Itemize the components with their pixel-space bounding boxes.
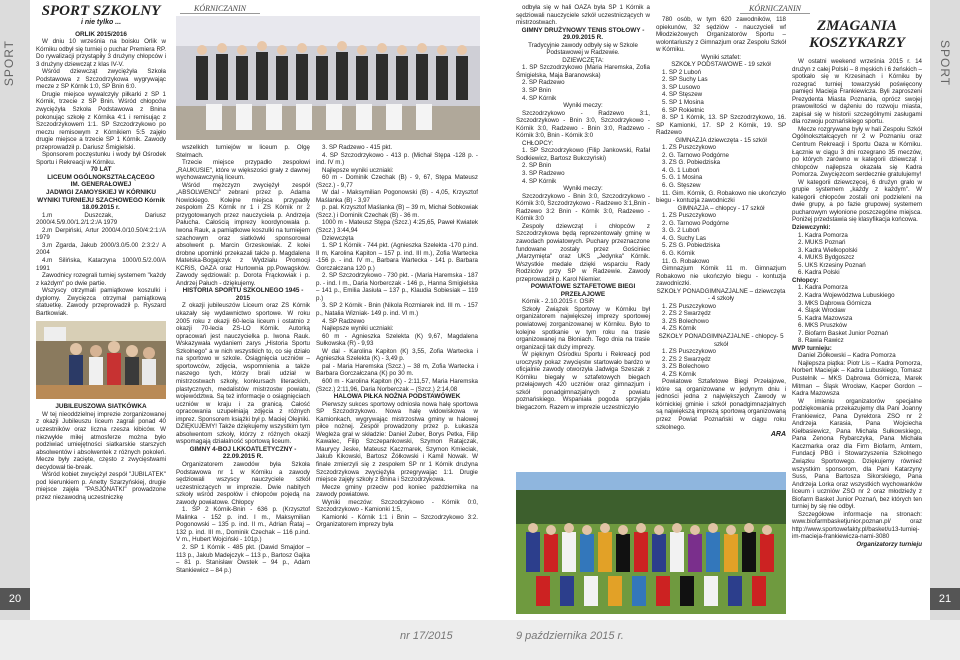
paragraph: 4. SP Kórnik (522, 177, 557, 185)
paragraph: SZKOŁY PONADGIMNAZJALNE - chłopcy- 5 szkół (658, 332, 784, 348)
right-page-sidebar (930, 0, 960, 620)
paragraph: 1. Kadra Pomorza (798, 284, 848, 292)
paragraph: 11. Gim. Kórnik, G. Robakowo nie ukończyło biegu - kontuzja zawodniczki (656, 189, 786, 205)
column-2 (176, 144, 310, 614)
paragraph: 6. Kadra Polski (798, 269, 840, 277)
paragraph: Zawodnicy rozegrali turniej systemem "każdy z każdym" po dwie partie. (36, 272, 166, 287)
bottom-bar (0, 620, 960, 660)
paragraph: 2. Kadra Województwa Lubuskiego (798, 291, 895, 299)
paragraph: 4. ZS Kórnik (662, 325, 697, 333)
article-heading: GIMNY DRUŻYNOWY TENIS STOŁOWY - 29.09.2015 R. (521, 26, 645, 42)
paragraph: 1. SP Szczodrzykowo (Filip Jankowski, Rafał Sodkiewicz, Bartosz Bukczyński) (516, 147, 650, 162)
paragraph: Szczegółowe informacje na stronach: www.biofarmbasketjunior.poznan.pl/ oraz http://www.sportowefakty.pl/basket/u13-turniej-im-macieja-frankiewicza-nami-3080 (792, 510, 922, 541)
article-heading: JUBILEUSZOWA SIATKÓWKA (55, 403, 147, 411)
article-heading: WYNIKI TURNIEJU SZACHOWEGO Kórnik 18.09.2015 r. (37, 196, 165, 212)
article-heading: HISTORIA SPORTU SZKOLNEGO 1945 - 2015 (182, 287, 304, 302)
left-page-sidebar (0, 0, 30, 620)
paragraph: Drugie miejsce wywalczyły piłkarki z SP 1 Kórnik, trzecie z SP Bnin. Wśród chłopców zwyciężyła Szkoła Podstawowa z Bnina pokonując szkołę z Kórnika 4:1 i remisując z Szczodrzykowem 1:1. SP Szczodrzykowo po meczu remisowym z Kórnikiem 5:5 zajęło drugie miejsce a trzecie SP 1 Kórnik. Zawody przeprowadził p. Dariusz Śmigielski. (36, 90, 166, 151)
paragraph: Organizatorzy turnieju (856, 541, 922, 548)
paragraph: Wyniki sztafet: (701, 53, 741, 61)
paragraph: 4.m Silińska, Katarzyna 1000/0.5/2.00/A 1991 (36, 256, 166, 272)
page-title: SPORT SZKOLNY (41, 4, 161, 19)
masthead-left: KÓRNICZANIN (180, 4, 260, 14)
paragraph: Kórnik - 2.10.2015 r. OSiR (522, 298, 595, 306)
paragraph: 1000 m - Mateusz Stępa (Szcz.) 4:25,65, Paweł Kwiatek (Szcz.) 3:44,94 (316, 219, 478, 235)
paragraph: 780 osób, w tym 620 zawodników, 118 opiekunów, 32 sędziów - nauczycieli wf Młodzieżowych Organizatorów Sportu – wolontariuszy z Gimnazjum oraz Zespołu Szkół w Kórniku. (656, 16, 786, 54)
paragraph: 1. ZS Puszczykowo (662, 144, 716, 152)
paragraph: Wyniki meczów: Szczodrzykowo - Kórnik 0:0, Szczodrzykowo - Kamionki 1:5, (316, 498, 478, 514)
paragraph: Zespoły dziewcząt i chłopców z Szczodrzykowa będą reprezentowały gminę w zawodach powiatowych. Puchary przeznaczone fundowane zostały przez Gościniec „Marzymięta" oraz UKS „Jedynka" Kórnik. Wszystkie medale dzięki wsparciu Rady Rodziców przy SP w Radzewie. Zawody przeprowadził p. Karol Niemier. (516, 222, 650, 283)
masthead-right: KÓRNICZANIN (740, 4, 810, 14)
paragraph: 1. SP 2 Kórnik-Bnin - 636 p. (Krzysztof Malinka - 152 p. ind. I m., Maksymilian Pogonowski – 135 p. ind. II m., Adrian Rataj – 132 p. ind. III m., Dominik Czechak – 116 p.ind. V m., Hubert Wojciński - 101p.) (176, 506, 310, 544)
paragraph: 4. SP Kórnik (522, 94, 557, 102)
paragraph: Mecze gminy przeciw pod koniec października na zawody powiatowe. (316, 483, 478, 499)
paragraph: 60 m - Agnieszka Szelekta (K) 9,67, Magdalena Sułkowska (R) - 9,93 (316, 332, 478, 348)
paragraph: 2. SP Szczodrzykowo - 730 pkt. - (Maria Haremska - 187 p. - ind. I m., Daria Norberczak - 146 p., Hanna Smigielska – 141 p., Emilia Jasiuła – 137 p., Klaudia Sobiesiak – 119 p.) (316, 272, 478, 302)
paragraph: SZKOŁY PONADGIMNAZJALNE – dziewczęta - 4 szkoły (656, 287, 786, 303)
paragraph: GIMNAZJA dziewczęta - 15 szkół (675, 136, 767, 144)
paragraph: 4. SP Stęszew (662, 91, 703, 99)
column-6-text (792, 58, 922, 549)
volleyball-team-photo (36, 321, 166, 399)
footer-issue: nr 17/2015 (400, 630, 453, 642)
paragraph: 4. SP Szczodrzykowo - 413 p. (Michał Stępa -128 p. - ind. IV m.) (316, 151, 478, 167)
article-heading: LICEUM OGÓLNOKSZTAŁCĄCEGO (47, 173, 155, 181)
paragraph: Mecze rozgrywane były w hali Zespołu Szkół Ogólnokształcących nr 2 w Poznaniu oraz Centrum Rekreacji i Sportu Oaza w Kórniku. Łącznie w ciągu 3 dni rozegrano 35 meczów, po których zarówno w kategorii dziewcząt i chłopców najlepsza okazała się Kadra Pomorza. Zwycięzcom serdecznie gratulujemy! (792, 125, 922, 179)
column-5-text (656, 16, 786, 431)
column-2-text (176, 144, 310, 574)
paragraph: Wszyscy otrzymali pamiątkowe koszulki i dyplomy. Zwycięzca otrzymał pamiątkową statuetkę. Zawody przeprowadził p. Ryszard Bartkowiak. (36, 287, 166, 317)
page-number-right: 21 (930, 588, 960, 610)
paragraph: 2. MUKS Poznań (798, 239, 846, 247)
paragraph: 1.m Duszczak, Dariusz 2000/4.5/9.00/1.2/1:2:/A 1979 (36, 211, 166, 227)
column-1-text (36, 31, 166, 318)
paragraph: 3. SP Bnin (522, 87, 552, 95)
paragraph: SZKOŁY PODSTAWOWE - 19 szkół (671, 61, 771, 69)
paragraph: 4. MUKS Bydgoszcz (798, 254, 855, 262)
paragraph: pal - Maria Haremska (Szcz.) – 38 m, Zofia Wartecka i Barbara Gorczałczana (K) po 30 m. (316, 362, 478, 378)
paragraph: 1. ZS Puszczykowo (662, 212, 716, 220)
paragraph: 3. SP Radzewo - 415 pkt. (322, 144, 393, 151)
paragraph: 1. SP 1 Kórnik - 744 pkt. (Agnieszka Szelekta -170 p.ind. II m, Karolina Kapiton – 157 p. ind. III m.), Zofia Wartecka -156 p. - ind. IV m., Barbara Wartecka - 141 p. Barbara Gorczałczana 120 p.) (316, 242, 478, 272)
column-1-bottom-text (36, 403, 166, 501)
paragraph: DZIEWCZĘTA: (562, 56, 604, 64)
paragraph: 2. SP Suchy Las (662, 76, 708, 84)
author-signature: ARA (770, 431, 786, 439)
paragraph: 2. ZS 2 Swarzędz (662, 355, 711, 363)
paragraph: 4. Śląsk Wrocław (798, 307, 846, 315)
paragraph: 6. MKS Pruszków (798, 322, 847, 330)
paragraph: 2. G. Tarnowo Podgórne (662, 151, 729, 159)
paragraph: Szkoły Związek Sportowy w Kórniku był organizatorem największej imprezy sportowej powiatowej zorganizowanej w Kórniku. Było to kolejne spotkanie w tym roku na trasie organizowanej na Błoniach. Tego dnia na trasie organizacji tak duży imprezy. (516, 305, 650, 351)
paragraph: 2. SP Bnin (522, 162, 552, 170)
paragraph: 1. ZS Puszczykowo (662, 348, 716, 356)
paragraph: Szczodrzykowo - Radzewo 3:1, Szczodrzykowo - Bnin 3:0, Szczodrzykowo - Kórnik 3:0, Radzewo - Bnin 3:0, Radzewo - Kórnik 3:0, Bnin - Kórnik 3:0 (516, 109, 650, 140)
paragraph: W dniu 10 września na boisku Orlik w Kórniku odbył się turniej o puchar Premiera RP. Do rywalizacji przystąpiły 3 drużyny chłopców i 3 drużyny dziewcząt z klas IV-V. (36, 38, 166, 68)
paragraph: 3.m Zgarda, Jakub 2000/3.0/5.00 2:3:2:/ A 2004 (36, 241, 166, 257)
column-1 (36, 4, 166, 616)
paragraph: Najlepsza piątka: Piotr Lis – Kadra Pomorza, Norbert Maciejak – Kadra Lubuskiego, Tomasz Pustelnik – MKS Dąbrowa Górnicza, Marek Mitman – Śląsk Wrocław, Kacper Gordon – Kadra Mazowsza (792, 359, 922, 398)
paragraph: Gimnazjum Kórnik 11 m. Gimnazjum Robakowo nie ukończyło biegu - kontuzja zawodniczki. (656, 265, 786, 288)
article-heading: POWIATOWE SZTAFETOWE BIEGI PRZEŁAJOWE (530, 283, 636, 298)
paragraph: 3. SP 2 Kórnik - Bnin (Nikola Rozmiarek ind. III m. - 157 p., Natalia Wizniak- 149 p. ind. VI m.) (316, 302, 478, 318)
paragraph: 5. SP 1 Mosina (662, 99, 704, 107)
article-heading: ORLIK 2015/2016 (75, 30, 127, 38)
paragraph: 1. ZS Puszczykowo (662, 302, 716, 310)
paragraph: Wyniki meczy: (563, 102, 603, 110)
paragraph: Wyniki meczy: (563, 185, 603, 193)
paragraph: W imieniu organizatorów specjalne podziękowania przekazujemy dla Pani Joanny Frankiewicz, Pana Dyrektora ZSO nr 2 Andrzeja Karasia, Pana Wojciecha Kiełbasiewicz, Pana Michała Sułkowskiego, Pana Zenona Rybarczyka, Pana Michała Kaczmarka oraz dla Firm Biofarm, Amtem, Fundacji PBG i Stowarzyszenia Szkolnego Związku Sportowego. Dziękujemy również wszystkim sponsorom, dla Pani Katarzyny Suss, Pana Bartosza Sikorskiego, Pana Andrzeja Lorka oraz wszystkich wychowanków liceum i uczniów ZSO nr 2 oraz młodzieży z Biofarm Basket Junior Poznań, bez których ten turniej by się nie odbył. (792, 397, 922, 511)
paragraph: 3. MKS Dąbrowa Górnicza (798, 299, 872, 307)
paragraph: Dziewczęta (322, 234, 354, 242)
paragraph: Wśród mężczyzn zwyciężył zespół „ABSOLWENCI" zebrani przez p. Adama Nowickiego. Kolejne miejsca przypadły zespołom ZS Kórnik nr 1 i ZS Kórnik nr 2 przygotowanych przez nauczyciela p. Andrzeja Pałucha. Całością imprezy koordynowała p. Iwona Rauk, a pamiątkowe koszulki na turniejem szachowym oraz siatkówki sponsorował absolwent p. Marcin Grzeskowiak. Z kolei drobne upominki przekazali także p. Magdalena Matelska-Bogajczyk z Wydziału Promocji KCRiS, OAZA oraz Hurtownia pp.Powagsków. Zawody sędziowali: p. Dorota Frąckowiak i p. Andrzej Pałuch - dziękujemy. (176, 181, 310, 287)
paragraph: Powiatowe Sztafetowe Biegi Przełajowe, które są organizowane w jedynym dniu i jedności jedna z największych Zawody w kórnickiej gminie i szkół ponadgimnazjalnych są największą imprezą sportową organizowaną przez Powiat Poznański w ciągu roku szkolnego. (656, 378, 786, 431)
paragraph: 2.m Derpiński, Artur 2000/4.0/10.50/4:2:1:/A 1979 (36, 226, 166, 242)
paragraph: 11. G. Robakowo (662, 257, 710, 265)
paragraph: MVP turnieju: (792, 344, 832, 352)
paragraph: 4. G. Suchy Las (662, 234, 707, 242)
photo-school-team (176, 16, 480, 140)
article-heading: IM. GENERAŁOWEJ (70, 181, 132, 189)
article-heading: GIMNY 4-BOJ LKKOATLETYCZNY - 22.09.2015 R. (189, 445, 297, 461)
column-3-text (316, 144, 478, 529)
paragraph: wszelkich turniejów w liceum p. Olgę Stelmach. (176, 144, 310, 159)
paragraph: 3. Kadra Wielkopolski (798, 246, 858, 254)
paragraph: 3. SP Radzewo (522, 170, 565, 178)
paragraph: W pięknym Ośrodku Sportu i Rekreacji pod uroczysty pokaz zwycięstw startowało bardzo w oficjalnie zawody otworzyła Jadwiga Szeszak z Kórniku biegały w sztafetowych biegach przełajowych 420 uczniów oraz gimnazjum i szkół ponadgimnazjalnych z powiatu poznańskiego. Wspaniała pogoda sprzyjała biegaczom. Razem w imprezie uczestniczyło (516, 351, 650, 411)
paragraph: Z okazji jubileuszów Liceum oraz ZS Kórnik ukazały się wydawnictwo sportowe. W roku 2005 roku z okazji 60-lecia liceum i ostatnio z okazji 70-lecia ZS-LO Kórnik. Autorką opracowań jest nauczycielka p. Iwona Rauk. Wskazywała wydaniem zarys „Historia Sportu Szkolnego" a w nich wszystkich to, co się działo na sportowo w szkole. Osiągnięcia uczniów – sportowców, zdjęcia, wspomnienia a także naszego tych, którzy brali udział w mistrzostwach szkoły, konkursach literackich, plastycznych, medalistów mistrzostw powiatu, województwa. Są też informacje o osiągnięciach uczniów w kraju i za granicą. Całość opracowania uzupełniają zdjęcia z różnych imprez. Sponsorem książki był p. Maciej Olejniki. DZIĘKUJEMY! Także dziękujemy wszystkim tym absolwentom szkoły, którzy z różnych okazji wspomagają działalność sportową liceum. (176, 302, 310, 446)
paragraph: Daniel Ziółkowski – Kadra Pomorza (798, 352, 896, 360)
paragraph: Dziewczynki: (792, 224, 831, 232)
column-4 (516, 4, 650, 466)
paragraph: 1. SP 2 Luboń (662, 68, 702, 76)
paragraph: 8. SP 1 Kórnik, 13. SP Szczodrzykowo, 16. SP Kamionki, 17. SP 2 Kórnik, 19. SP Radzewo (656, 114, 786, 137)
paragraph: 3. ZS G. Pobiedziska (662, 159, 721, 167)
paragraph: Kamionki - Kórnik 1:1 i Bnin – Szczodrzykowo 3:2. Organizatorem imprezy była (316, 513, 478, 529)
paragraph: 3. ZS Bolechowo (662, 363, 709, 371)
paragraph: Wśród kobiet zwyciężył zespół "JUBILATEK" pod kierunkiem p. Anetty Szarzyńskiej, drugie miejsce zajęła "PASJONATKI" prowadzone przez niezawodną uczestniczkę (36, 471, 166, 501)
paragraph: Pierwszy sukces sportowy odniosła nowa halę sportowa SP Szczodrzykowo. Nowa halę widowiskowa w Kamionkach, wygrywając mistrzostwa gminy w halowej piłce nożnej. Zespół prowadzony przez p. Łukasza Wegleża grał w składzie: Daniel Zuber, Borys Petka, Filip Kawalec, Filip Szczepankowski, Szymon Ratajczak, Maurycy Jeske, Mateusz Kaczmarek, Szymon Kmieciak, Jakub Kikowski, Bartosz Żółkowski i Kamil Nowak. W finale zmierzyli się z zespołem SP nr 1 Kórnik drużyna Szczodrzykowa zwyciężyła przegrywając 1:1. Drugie miejsce zajęły szkoły z Bnina i Szczodrzykowa. (316, 400, 478, 484)
paragraph: 2. SP Radzewo (522, 79, 565, 87)
paragraph: W dal - Karolina Kapiton (K) 3,55, Zofia Wartecka i Agnieszka Szelekta (K) - 3,49 p. (316, 347, 478, 363)
photo-volleyball-group (36, 321, 166, 399)
paragraph: Najlepsze wyniki uczniaki: (322, 325, 394, 333)
paragraph: Sponsorem poczęstunku i wody był Ośrodek Sportu i Rekreacji w Kórniku. (36, 151, 166, 166)
paragraph: W ostatni weekend września 2015 r. 14 drużyn z całej Polski – 8 męskich i 6 żeńskich – spotkało się w Krzesinach i Kórniku by rozegrać turniej towarzyski poświęcony pamięci Macieja Frankiewicza. Byli zaproszeni Prezydenta Miasta Poznania, oprócz swojej prawowitości w dążeniu do rozwoju miasta, zapisał się w historii szczególnymi zasługami dla rozwoju poznańskiego sportu. (792, 58, 922, 126)
paragraph: GIMNAZJA – chłopcy - 17 szkół (677, 204, 765, 212)
paragraph: 2. G. Tarnowo Podgórne (662, 219, 729, 227)
paragraph: Tradycyjnie zawody odbyły się w Szkole Podstawowej w Radzewie. (528, 41, 638, 57)
paragraph: Chłopcy: (792, 276, 819, 284)
section-label-right: SPORT (938, 40, 952, 87)
article-heading: JADWIGI ZAMOYSKIEJ W KÓRNIKU (45, 189, 157, 197)
column-4-text (516, 4, 650, 412)
paragraph: 1. Kadra Pomorza (798, 231, 848, 239)
paragraph: 60 m - Dominik Czechak (B) - 9, 67, Stępa Mateusz (Szcz.) - 9,77 (316, 174, 478, 189)
column-5 (656, 16, 786, 468)
paragraph: W dal - Maksymilian Pogonowski (B) - 4,05, Krzysztof Maślanka (B) - 3,97 (316, 189, 478, 204)
paragraph: odbyła się w hali OAZA była SP 1 Kórnik a sędziowali nauczyciele szkół uczestniczących w mistrzostwach. (516, 4, 650, 27)
paragraph: 4. SP Radzewo (322, 317, 365, 325)
paragraph: 5. UKS Krzesiny Poznań (798, 261, 866, 269)
paragraph: Organizatorem zawodów była Szkoła Podstawowa nr 1 w Kórniku a zawody sędziowali wszyscy nauczyciele szkół uczestniczących w imprezie. Dwie nabitych szkoły wśród zespołów i chłopców pojedą na zawody powiatowe. Chłopcy (176, 460, 310, 506)
paragraph: 6. G. Kórnik (662, 249, 695, 257)
relay-runners-photo (516, 472, 786, 614)
column-6 (792, 4, 922, 616)
paragraph: Trzecie miejsce przypadło zespołowi „RAUKUSIE", które w większości grały z dawnej wychowawczynią liceum. (176, 159, 310, 182)
footer-date: 9 października 2015 r. (516, 630, 624, 642)
basketball-article-title: ZMAGANIA KOSZYKARZY (809, 18, 905, 51)
paragraph: 5. ZS G. Pobiedziska (662, 242, 721, 250)
article-heading: HALOWA PIŁKA NOŻNA PODSTAWÓWEK (333, 393, 461, 401)
paragraph: Szczodrzykowo - Bnin 3:0, Szczodrzykowo - Kórnik 3:0, Szczodrzykowo - Radzewo 3:1,Bnin - Radzewo 3:2 Bnin - Kórnik 3:0, Radzewo - Kórnik 3:0 (516, 192, 650, 223)
paragraph: 5. Kadra Mazowsza (798, 314, 853, 322)
paragraph: 7. Biofarm Basket Junior Poznań (798, 329, 889, 337)
paragraph: 4. ZS Kórnik (662, 370, 697, 378)
paragraph: 1. SP Szczodrzykowo (Maria Haremska, Zofia Śmigielska, Maja Baranowska) (516, 64, 650, 79)
paragraph: 3. G. 2 Luboń (662, 227, 700, 235)
paragraph: 3. SP Lusowo (662, 83, 701, 91)
paragraph: W tej nieoddzielnej imprezie zorganizowanej z okazji Jubileuszu liceum zagrali ponad 40 uczestników oraz liczna rzesza kibiców. W niezwykle miłej atmosferze można było podziwiać umiejętności siatkarskie starszych absolwentów i absolwentek z różnych pokoleń. Mecze były zacięte, często z zwycięstwami decydował tie-break. (36, 410, 166, 471)
page-number-left: 20 (0, 588, 30, 610)
column-3 (316, 144, 478, 614)
article-heading: 70 LAT (90, 166, 112, 174)
paragraph: 8. Rawia Rawicz (798, 337, 844, 345)
paragraph: 2. SP 1 Kórnik - 485 pkt. (Dawid Smajdor – 113 p., Jakub Madejczyk – 113 p., Bartosz Gajka – 81 p. Stanisław Owstek – 94 p., Adam Stankiewicz – 84 p.) (176, 543, 310, 574)
paragraph: 5. G. 1 Mosina (662, 174, 703, 182)
paragraph: CHŁOPCY: (522, 139, 554, 147)
photo-relay-runners (516, 472, 786, 614)
school-team-photo (176, 16, 480, 140)
paragraph: Najlepsze wyniki uczniaki: (322, 166, 394, 174)
paragraph: Wśród dziewcząt zwyciężyła Szkoła Podstawowa z Szczodrzykowa wygrywając mecze z SP Kórnik 1:0, SP Bnin 6:0. (36, 68, 166, 91)
paragraph: W kategorii dziewczęcej, 6 drużyn grało w grupie systemem „każdy z każdym". W kategorii chłopców zostali oni podzieleni na dwie grupy, a po fazie grupowej systemem pucharowym wyłonione poszczególne miejsca. Poniżej przedstawia się klasyfikacja końcowa. (792, 178, 922, 224)
section-label-left: SPORT (2, 40, 16, 87)
paragraph: 3. ZS Bolechowo (662, 317, 709, 325)
paragraph: 6. SP Rokietnic (662, 106, 705, 114)
paragraph: p. pal. Krzysztof Maślanka (B) – 39 m, Michał Sobkowiak (Szcz.) i Dominik Czechak (B) - 36 m. (316, 204, 478, 219)
paragraph: 6. G. Stęszew (662, 182, 701, 190)
page-subtitle: i nie tylko ... (80, 19, 122, 26)
paragraph: 600 m - Karolina Kapiton (K) - 2:11,57, Maria Haremska (Szcz.) 2:11,96, Daria Norberczak – (Szcz.) 2:14,08 (316, 377, 478, 393)
paragraph: 4. G. 1 Luboń (662, 166, 700, 174)
paragraph: 2. ZS 2 Swarzędz (662, 310, 711, 318)
